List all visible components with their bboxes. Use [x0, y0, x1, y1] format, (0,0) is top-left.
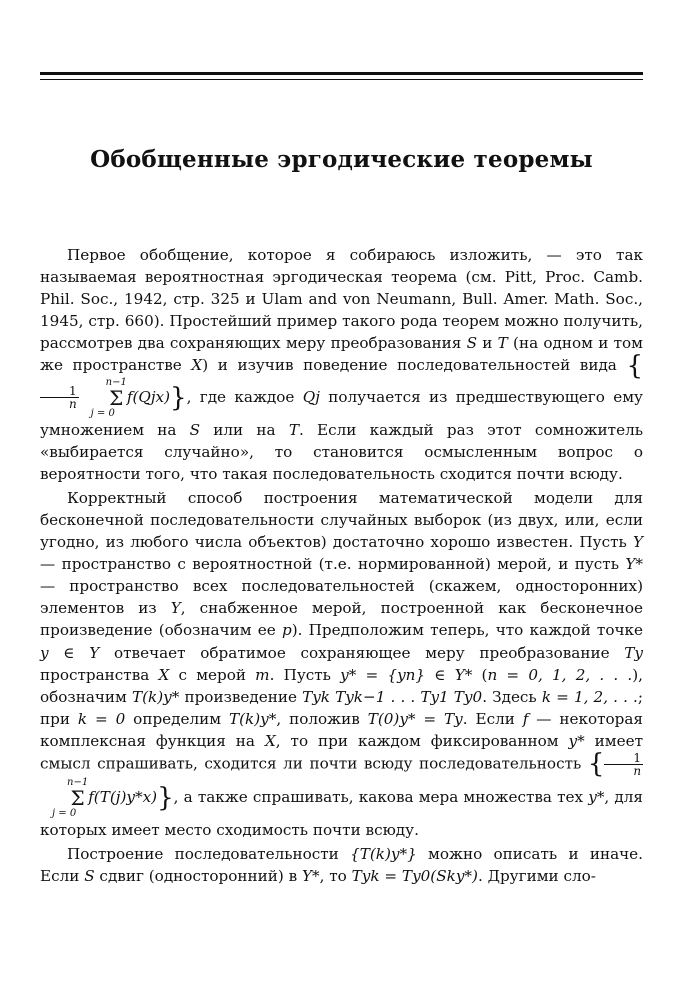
body-text	[40, 244, 643, 887]
chapter-title: Обобщенные эргодические теоремы	[90, 146, 593, 173]
header-rule-thin	[40, 79, 643, 80]
average-formula-2: { $\frac{1}{n}$ n−1 Σ j = 0f(T(j)y*x)}	[51, 749, 642, 819]
paragraph-3: Построение последовательности {T(k)y*} можно описать и иначе. Если S сдвиг (односторонний) в Y*, то Tyk = Ty0(Sky*). Другими сло-	[40, 845, 644, 886]
average-formula-1: { $\frac{1}{n}$ n−1 Σ j = 0f(Qjx)}	[40, 356, 643, 405]
header-rule-thick	[40, 72, 643, 75]
paragraph-1: Первое обобщение, которое я собираюсь изложить, — это так называемая вероятностная эргодическая теорема (см. Pitt, Proc. Camb. Phil. Soc., 1942, стр. 325 и Ulam and von Neumann, Bull. Amer. Math. Soc., 1945, стр. 660). Простейший пример такого рода теорем можно получить, рассмотрев два сохраняющих меру преобразования S и T (на одном и том же пространстве X) и изучив поведение последовательностей вида { $\frac{1}{n}$ n−1 Σ j = 0f(Qjx)}, где каждое Qj получается из предшествующего ему умножением на S или на T. Если каждый раз этот сомножитель «выбирается случайно», то становится осмысленным вопрос о вероятности того, что такая последовательность сходится почти всюду.	[40, 246, 644, 483]
paragraph-2: Корректный способ построения математической модели для бесконечной последовательности случайных выборок (из двух, или, если угодно, из любого числа объектов) достаточно хорошо известен. Пусть Y — пространство с вероятностной (т.е. нормированной) мерой, и пусть Y* — пространство всех последовательностей (скажем, односторонних) элементов из Y, снабженное мерой, построенной как бесконечное произведение (обозначим ее p). Предположим теперь, что каждой точке y ∈ Y отвечает обратимое сохраняющее меру преобразование Ty пространства X с мерой m. Пусть y* = {yn} ∈ Y* (n = 0, 1, 2, . . .), обозначим T(k)y* произведение Tyk Tyk−1 . . . Ty1 Ty0. Здесь k = 1, 2, . . .; при k = 0 определим T(k)y*, положив T(0)y* = Ty. Если f — некоторая комплексная функция на X, то при каждом фиксированном y* имеет смысл спрашивать, сходится ли почти всюду последовательность { $\frac{1}{n}$ n−1 Σ j = 0f(T(j)y*x)}, а также спрашивать, какова мера множества тех y*, для которых имеет место сходимость почти всюду.	[40, 488, 644, 839]
